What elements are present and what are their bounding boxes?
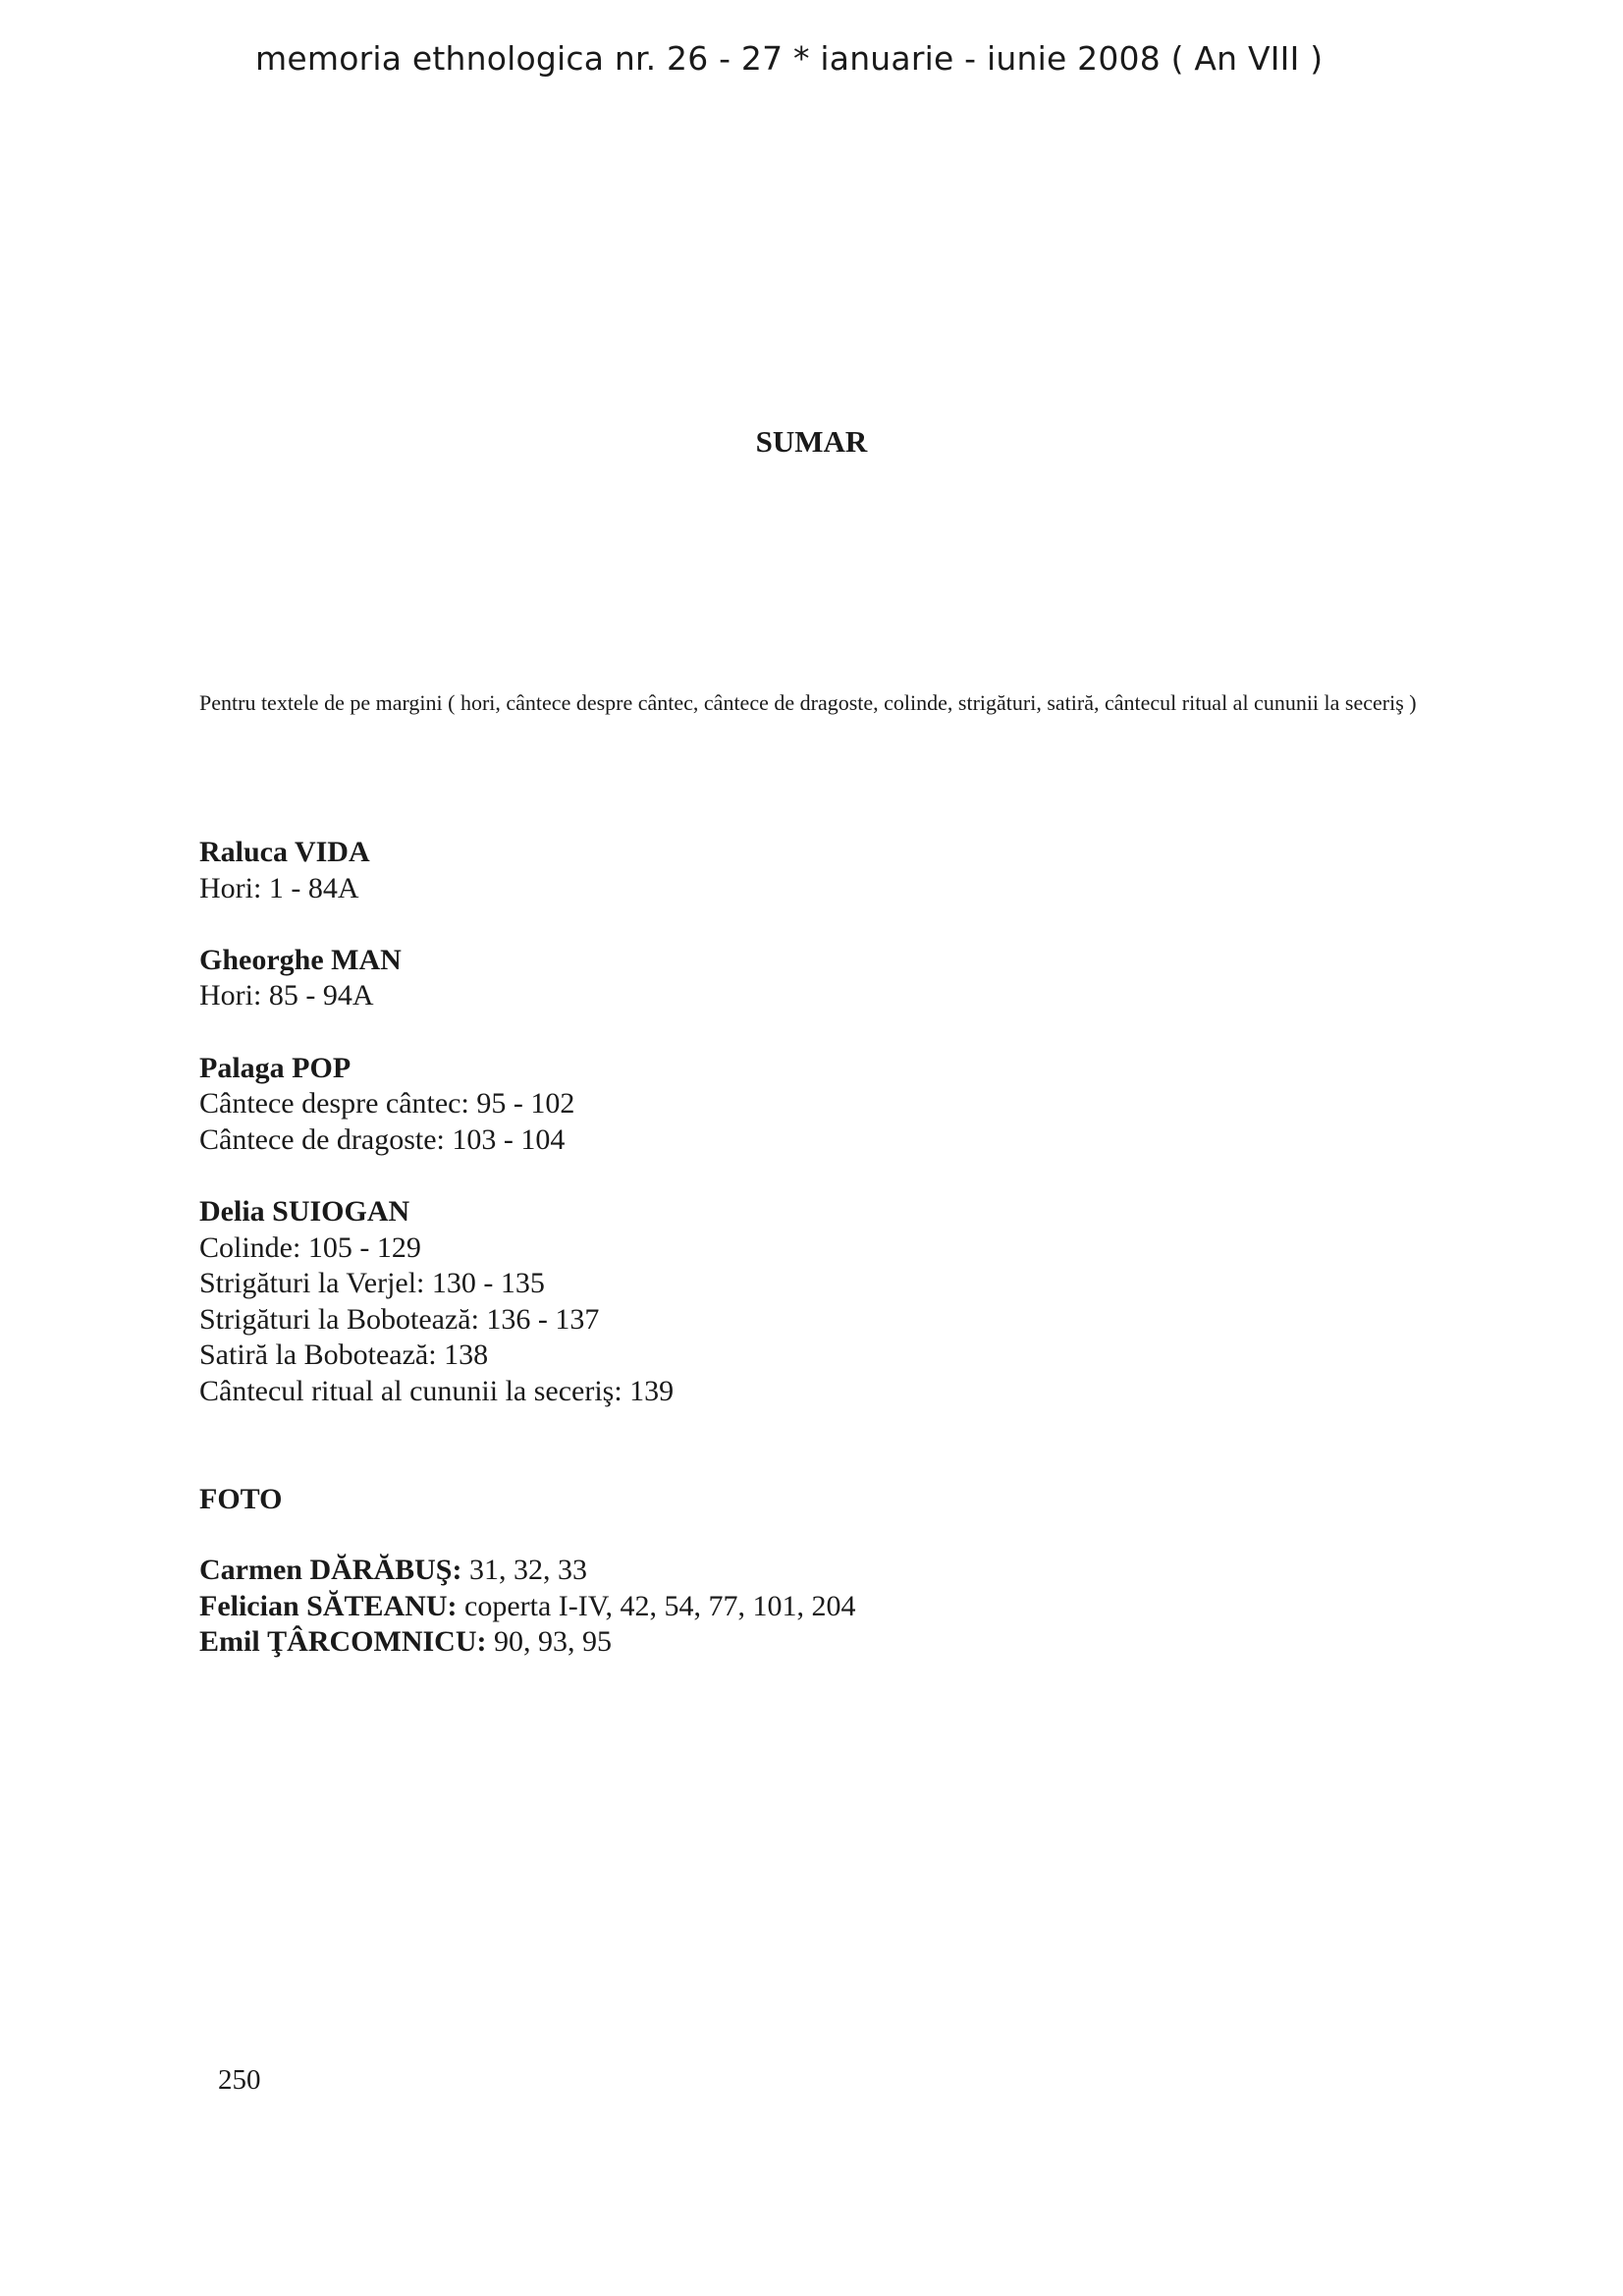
section-author: Gheorghe MAN <box>199 943 402 976</box>
section-entry: Cântece de dragoste: 103 - 104 <box>199 1122 566 1156</box>
page-number: 250 <box>218 2064 261 2096</box>
section-entry: Cântece despre cântec: 95 - 102 <box>199 1087 575 1121</box>
photo-credit <box>199 1589 1417 1625</box>
photo-credits <box>199 1553 1417 1661</box>
credit-name: Felician SĂTEANU: <box>199 1589 458 1622</box>
section-author: Palaga POP <box>199 1051 352 1084</box>
toc-section-raluca-vida <box>199 835 1417 906</box>
section-entry: Hori: 1 - 84A <box>199 871 359 904</box>
photo-credit <box>199 1553 1417 1589</box>
photo-credit <box>199 1624 1417 1661</box>
table-of-contents <box>199 835 1417 1661</box>
intro-paragraph: Pentru textele de pe margini ( hori, cântece despre cântec, cântece de dragoste, colinde, strigături, satiră, cântecul ritual al cununii la seceriş ) <box>199 690 1417 715</box>
section-entry: Satiră la Bobotează: 138 <box>199 1339 489 1372</box>
section-entry: Strigături la Verjel: 130 - 135 <box>199 1267 545 1300</box>
credit-name: Carmen DĂRĂBUŞ: <box>199 1554 462 1587</box>
toc-section-gheorghe-man <box>199 943 1417 1014</box>
toc-section-palaga-pop <box>199 1051 1417 1159</box>
section-entry: Colinde: 105 - 129 <box>199 1230 421 1264</box>
section-entry: Cântecul ritual al cununii la seceriş: 139 <box>199 1374 675 1407</box>
page-title: SUMAR <box>755 424 868 459</box>
credit-pages: 31, 32, 33 <box>461 1554 587 1587</box>
credit-pages: coperta I-IV, 42, 54, 77, 101, 204 <box>457 1589 856 1622</box>
credit-pages: 90, 93, 95 <box>486 1625 612 1659</box>
foto-heading: FOTO <box>199 1482 283 1515</box>
section-entry: Strigături la Bobotează: 136 - 137 <box>199 1302 600 1336</box>
credit-name: Emil ŢÂRCOMNICU: <box>199 1625 487 1659</box>
section-author: Raluca VIDA <box>199 836 370 868</box>
section-author: Delia SUIOGAN <box>199 1194 410 1228</box>
toc-section-delia-suiogan <box>199 1194 1417 1410</box>
running-header: memoria ethnologica nr. 26 - 27 * ianuarie - iunie 2008 ( An VIII ) <box>255 39 1324 78</box>
section-entry: Hori: 85 - 94A <box>199 979 374 1012</box>
